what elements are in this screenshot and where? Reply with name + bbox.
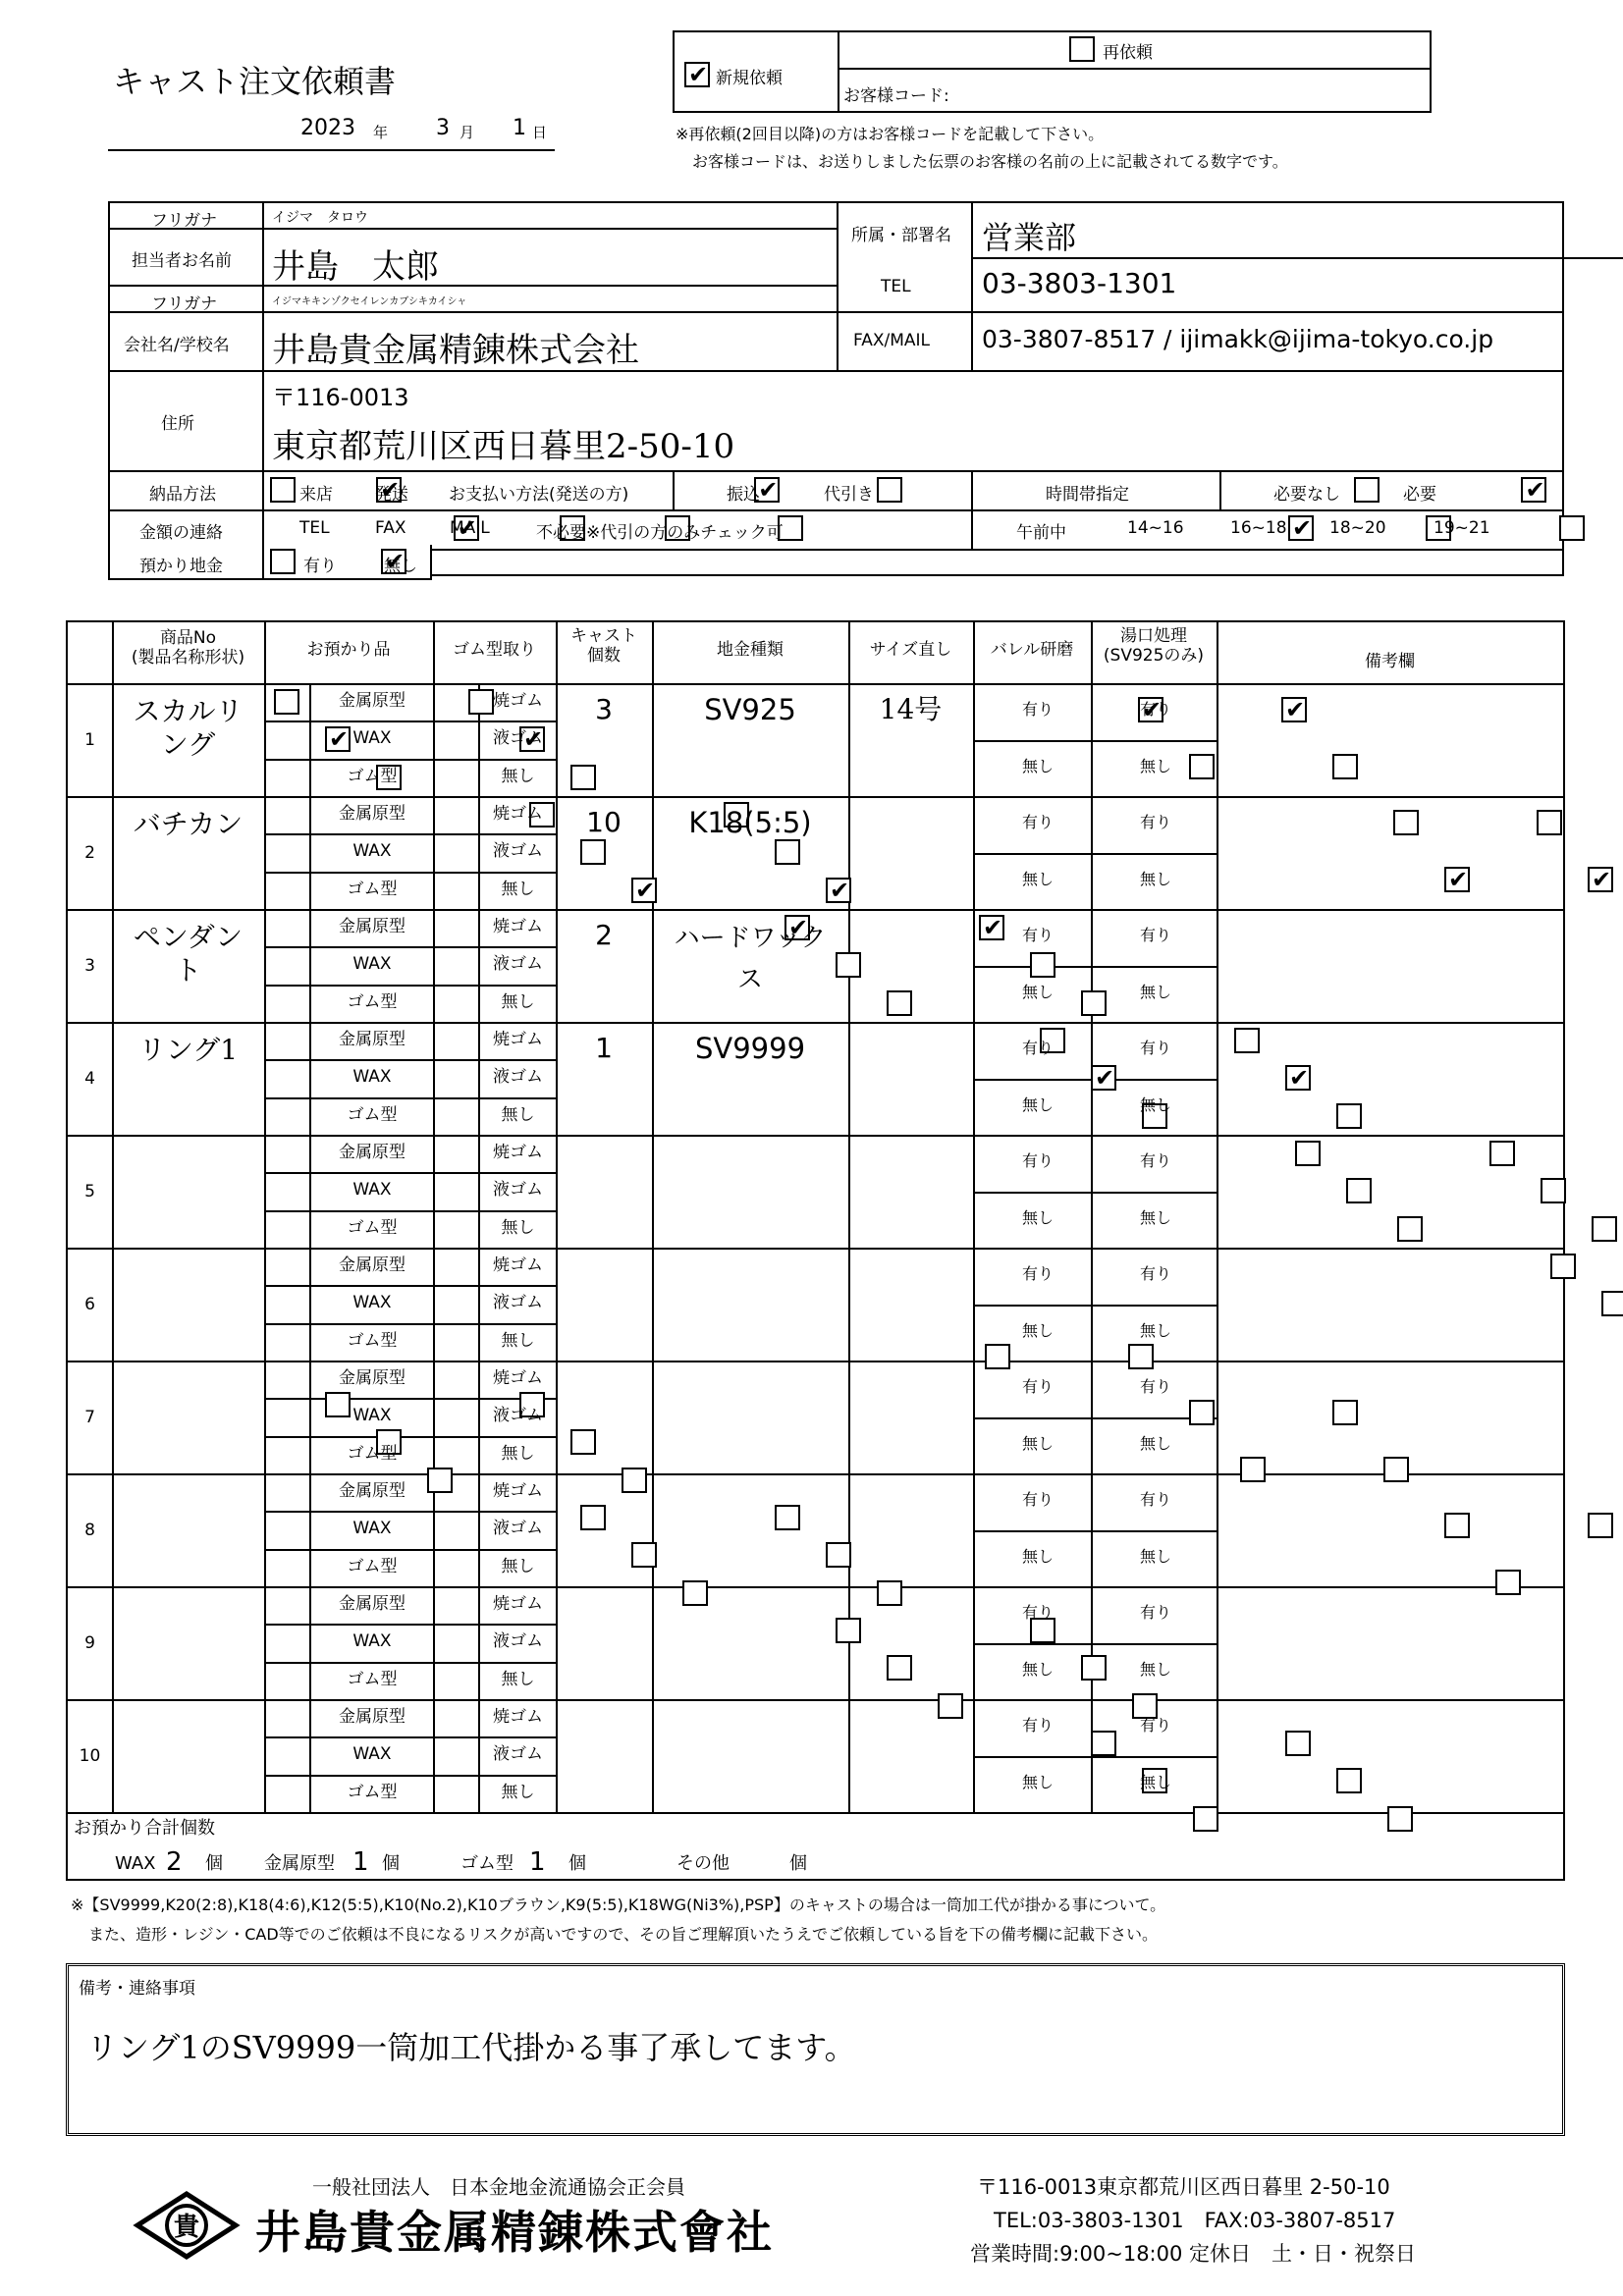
deposit-option-label: 金属原型 bbox=[339, 1594, 406, 1614]
deposit-no-label: 無し bbox=[384, 557, 417, 576]
barrel-option-label: 無し bbox=[1022, 1772, 1055, 1791]
rubber-option-label: 無し bbox=[501, 879, 535, 899]
delivery-label: 納品方法 bbox=[149, 485, 216, 505]
sprue-option-label: 有り bbox=[1140, 1264, 1172, 1283]
sprue-option-label: 無し bbox=[1140, 1207, 1172, 1227]
deposit-option-label: WAX bbox=[352, 954, 392, 975]
header-product: 商品No (製品名称形状) bbox=[131, 628, 245, 668]
sprue-yes-checkbox[interactable] bbox=[1281, 697, 1307, 722]
deposit-0-checkbox[interactable] bbox=[836, 1618, 861, 1643]
barrel-option-label: 無し bbox=[1022, 982, 1055, 1001]
dept-value[interactable]: 営業部 bbox=[982, 219, 1077, 256]
rubber-0-checkbox[interactable] bbox=[1285, 1731, 1311, 1756]
metal-type: ハードワック ス bbox=[674, 924, 827, 994]
remarks-text[interactable]: リング1のSV9999一筒加工代掛かる事了承してます。 bbox=[86, 2029, 856, 2066]
sprue-option-label: 無し bbox=[1140, 1659, 1172, 1679]
barrel-option-label: 有り bbox=[1022, 1264, 1055, 1283]
faxmail-label: FAX/MAIL bbox=[853, 331, 931, 350]
barrel-option-label: 無し bbox=[1022, 869, 1055, 888]
rubber-0-checkbox[interactable] bbox=[775, 1505, 800, 1530]
sprue-yes-checkbox[interactable] bbox=[1537, 810, 1562, 835]
payment-label: お支払い方法(発送の方) bbox=[449, 485, 629, 505]
deposit-yes-label: 有り bbox=[303, 557, 337, 576]
cast-count: 3 bbox=[595, 693, 613, 725]
time-need-label: 必要 bbox=[1403, 485, 1436, 505]
deposit-option-label: ゴム型 bbox=[347, 1669, 398, 1689]
rubber-option-label: 無し bbox=[501, 1782, 535, 1802]
barrel-no-checkbox[interactable] bbox=[1240, 1457, 1266, 1482]
rubber-option-label: 焼ゴム bbox=[493, 804, 543, 824]
barrel-no-checkbox[interactable] bbox=[1444, 867, 1470, 892]
deposit-option-label: WAX bbox=[352, 728, 392, 749]
metal-unit: 個 bbox=[382, 1853, 400, 1874]
sprue-yes-checkbox[interactable] bbox=[1588, 1513, 1613, 1538]
rubber-option-label: 焼ゴム bbox=[493, 1594, 543, 1614]
header-rubber: ゴム型取り bbox=[453, 640, 536, 660]
footer-hours: 営業時間:9:00~18:00 定休日 土・日・祝祭日 bbox=[970, 2242, 1417, 2266]
rubber-option-label: 液ゴム bbox=[493, 1406, 543, 1426]
rubber-option-label: 無し bbox=[501, 766, 535, 786]
barrel-option-label: 有り bbox=[1022, 700, 1055, 719]
deposit-0-checkbox[interactable] bbox=[1550, 1254, 1576, 1279]
sprue-option-label: 無し bbox=[1140, 1095, 1172, 1114]
rubber-option-label: 焼ゴム bbox=[493, 1368, 543, 1388]
barrel-no-checkbox[interactable] bbox=[1189, 754, 1215, 779]
sprue-option-label: 有り bbox=[1140, 813, 1172, 831]
sprue-option-label: 有り bbox=[1140, 926, 1172, 944]
rubber-2-checkbox[interactable] bbox=[570, 765, 596, 790]
slot-14-16-label: 14~16 bbox=[1127, 518, 1184, 538]
rubber-2-checkbox[interactable] bbox=[622, 1468, 647, 1493]
metal-type: SV925 bbox=[704, 693, 796, 726]
deposit-option-label: WAX bbox=[352, 841, 392, 862]
deposit-option-label: WAX bbox=[352, 1067, 392, 1088]
sprue-no-checkbox[interactable] bbox=[1332, 754, 1358, 779]
sprue-option-label: 有り bbox=[1140, 1716, 1172, 1735]
rubber-total: 1 bbox=[529, 1847, 546, 1877]
sprue-option-label: 有り bbox=[1140, 700, 1172, 719]
rubber-option-label: 液ゴム bbox=[493, 841, 543, 862]
rubber-1-checkbox[interactable] bbox=[775, 839, 800, 865]
rubber-1-checkbox[interactable] bbox=[1030, 952, 1055, 978]
rubber-option-label: 焼ゴム bbox=[493, 1707, 543, 1727]
deposit-option-label: WAX bbox=[352, 1631, 392, 1652]
new-request-option[interactable] bbox=[675, 32, 839, 111]
deposit-2-checkbox[interactable] bbox=[938, 1693, 963, 1719]
repeat-request-checkbox[interactable] bbox=[1069, 36, 1095, 62]
company-name: 井島貴金属精錬株式會社 bbox=[255, 2206, 774, 2259]
rubber-option-label: 無し bbox=[501, 991, 535, 1012]
rubber-option-label: 液ゴム bbox=[493, 1631, 543, 1652]
deposit-2-checkbox[interactable] bbox=[631, 878, 657, 903]
barrel-option-label: 無し bbox=[1022, 756, 1055, 775]
rubber-1-checkbox[interactable] bbox=[1541, 1178, 1566, 1203]
barrel-no-checkbox[interactable] bbox=[985, 1344, 1010, 1369]
deposit-option-label: 金属原型 bbox=[339, 1481, 406, 1501]
barrel-option-label: 有り bbox=[1022, 1039, 1055, 1057]
rubber-option-label: 無し bbox=[501, 1443, 535, 1464]
deposit-option-label: 金属原型 bbox=[339, 917, 406, 936]
deposit-option-label: ゴム型 bbox=[347, 991, 398, 1012]
cast-count: 10 bbox=[586, 806, 622, 838]
header-barrel: バレル研磨 bbox=[990, 640, 1074, 660]
row-number: 5 bbox=[84, 1181, 95, 1201]
rubber-option-label: 液ゴム bbox=[493, 1293, 543, 1313]
new-request-label: 新規依頼 bbox=[716, 69, 783, 88]
request-type-box bbox=[673, 30, 1432, 113]
name-furigana[interactable]: イジマ タロウ bbox=[272, 210, 368, 226]
deposit-option-label: ゴム型 bbox=[347, 1330, 398, 1351]
product-name: ペンダン ト bbox=[133, 921, 243, 987]
rubber-2-checkbox[interactable] bbox=[1132, 1693, 1158, 1719]
deposit-option-label: ゴム型 bbox=[347, 1556, 398, 1576]
order-date bbox=[108, 110, 555, 151]
date-day-unit: 日 bbox=[532, 124, 548, 141]
contact-unneeded-label: 不必要※代引の方のみチェック可 bbox=[536, 523, 784, 543]
footer-telfax: TEL:03-3803-1301 FAX:03-3807-8517 bbox=[994, 2209, 1396, 2232]
barrel-option-label: 無し bbox=[1022, 1207, 1055, 1227]
tel-label: TEL bbox=[881, 277, 911, 296]
deposit-0-checkbox[interactable] bbox=[1091, 1731, 1116, 1756]
product-name: スカルリ ング bbox=[133, 695, 243, 761]
page-title: キャスト注文依頼書 bbox=[113, 63, 397, 100]
deposit-option-label: 金属原型 bbox=[339, 1368, 406, 1388]
rubber-0-checkbox[interactable] bbox=[1489, 1141, 1515, 1166]
deposit-0-checkbox[interactable] bbox=[580, 1505, 606, 1530]
row-number: 3 bbox=[84, 955, 95, 976]
deposit-option-label: WAX bbox=[352, 1519, 392, 1539]
sprue-no-checkbox[interactable] bbox=[1128, 1344, 1154, 1369]
barrel-option-label: 有り bbox=[1022, 1151, 1055, 1170]
address-value[interactable]: 東京都荒川区西日暮里2-50-10 bbox=[272, 427, 735, 466]
rubber-option-label: 焼ゴム bbox=[493, 1481, 543, 1501]
remarks-label: 備考・連絡事項 bbox=[79, 1979, 195, 1999]
new-request-checkbox[interactable] bbox=[684, 62, 710, 87]
barrel-option-label: 無し bbox=[1022, 1320, 1055, 1340]
customer-code-label: お客様コード: bbox=[843, 86, 949, 106]
deposit-2-checkbox[interactable] bbox=[887, 990, 912, 1016]
sprue-option-label: 有り bbox=[1140, 1151, 1172, 1170]
rubber-2-checkbox[interactable] bbox=[1387, 1806, 1413, 1832]
deposit-2-checkbox[interactable] bbox=[1397, 1216, 1423, 1242]
rubber-option-label: 焼ゴム bbox=[493, 1143, 543, 1162]
repeat-request-option[interactable] bbox=[839, 32, 1430, 70]
rubber-option-label: 液ゴム bbox=[493, 728, 543, 749]
slot-morning-checkbox[interactable] bbox=[1288, 515, 1314, 541]
deposit-yes-checkbox[interactable] bbox=[270, 549, 296, 574]
cast-count: 1 bbox=[595, 1032, 613, 1064]
sprue-option-label: 無し bbox=[1140, 982, 1172, 1001]
row-number: 7 bbox=[84, 1407, 95, 1427]
barrel-yes-checkbox[interactable] bbox=[1444, 1513, 1470, 1538]
deposit-option-label: ゴム型 bbox=[347, 1104, 398, 1125]
sprue-option-label: 有り bbox=[1140, 1603, 1172, 1622]
product-name: バチカン bbox=[133, 808, 243, 840]
rubber-option-label: 無し bbox=[501, 1217, 535, 1238]
contact-fax-label: FAX bbox=[375, 518, 406, 538]
product-name: リング1 bbox=[137, 1034, 239, 1066]
slot-19-21-label: 19~21 bbox=[1434, 518, 1490, 538]
other-label: その他 bbox=[676, 1853, 730, 1874]
deposit-option-label: ゴム型 bbox=[347, 1443, 398, 1464]
slot-16-18-checkbox[interactable] bbox=[1559, 515, 1585, 541]
deposit-option-label: 金属原型 bbox=[339, 804, 406, 824]
company-furigana-label: フリガナ bbox=[151, 294, 218, 314]
header-notes: 備考欄 bbox=[1365, 652, 1415, 671]
deposit-option-label: 金属原型 bbox=[339, 1030, 406, 1049]
tel-value[interactable]: 03-3803-1301 bbox=[982, 267, 1177, 299]
delivery-visit-checkbox[interactable] bbox=[270, 477, 296, 503]
date-year[interactable]: 2023 bbox=[300, 116, 355, 140]
rubber-option-label: 液ゴム bbox=[493, 1067, 543, 1088]
dept-label: 所属・部署名 bbox=[851, 226, 951, 245]
row-number: 4 bbox=[84, 1068, 95, 1089]
deposit-option-label: ゴム型 bbox=[347, 1782, 398, 1802]
contact-mail-label: MAIL bbox=[450, 518, 490, 538]
deposit-option-label: 金属原型 bbox=[339, 1255, 406, 1275]
resin-note: また、造形・レジン・CAD等でのご依頼は不良になるリスクが高いですので、その旨ご理解頂いたうえでご依頼している旨を下の備考欄に記載下さい。 bbox=[88, 1925, 1158, 1944]
sprue-no-checkbox[interactable] bbox=[1588, 867, 1613, 892]
wax-total: 2 bbox=[166, 1847, 183, 1877]
zip-value[interactable]: 〒116-0013 bbox=[272, 384, 409, 411]
rubber-option-label: 焼ゴム bbox=[493, 691, 543, 711]
cast-count: 2 bbox=[595, 919, 613, 951]
payment-cod-checkbox[interactable] bbox=[877, 477, 902, 503]
name-furigana-label: フリガナ bbox=[151, 211, 218, 231]
contact-label: 金額の連絡 bbox=[139, 523, 223, 543]
rubber-option-label: 液ゴム bbox=[493, 954, 543, 975]
row-number: 2 bbox=[84, 842, 95, 863]
row-number: 1 bbox=[84, 729, 95, 750]
deposit-option-label: ゴム型 bbox=[347, 766, 398, 786]
footer-address: 〒116-0013東京都荒川区西日暮里 2-50-10 bbox=[977, 2175, 1390, 2199]
barrel-option-label: 無し bbox=[1022, 1546, 1055, 1566]
barrel-option-label: 有り bbox=[1022, 1716, 1055, 1735]
barrel-option-label: 無し bbox=[1022, 1095, 1055, 1114]
sprue-option-label: 無し bbox=[1140, 1772, 1172, 1791]
deposit-option-label: ゴム型 bbox=[347, 1217, 398, 1238]
size-adjust: 14号 bbox=[879, 693, 943, 725]
rubber-2-checkbox[interactable] bbox=[1592, 1216, 1617, 1242]
header-sprue: 湯口処理 (SV925のみ) bbox=[1103, 626, 1205, 667]
barrel-yes-checkbox[interactable] bbox=[1189, 1400, 1215, 1425]
deposit-metal-row bbox=[108, 545, 432, 580]
sprue-option-label: 有り bbox=[1140, 1039, 1172, 1057]
deposit-1-checkbox[interactable] bbox=[887, 1655, 912, 1681]
metal-total: 1 bbox=[352, 1847, 369, 1877]
faxmail-value[interactable]: 03-3807-8517 / ijimakk@ijima-tokyo.co.jp bbox=[982, 325, 1494, 353]
address-label: 住所 bbox=[161, 414, 194, 434]
rubber-1-checkbox[interactable] bbox=[826, 1542, 851, 1568]
rubber-option-label: 無し bbox=[501, 1556, 535, 1576]
barrel-yes-checkbox[interactable] bbox=[1393, 810, 1419, 835]
rubber-option-label: 液ゴム bbox=[493, 1180, 543, 1201]
date-year-unit: 年 bbox=[373, 124, 389, 141]
time-label: 時間帯指定 bbox=[1046, 485, 1129, 505]
company-value[interactable]: 井島貴金属精錬株式会社 bbox=[272, 331, 639, 370]
repeat-request-label: 再依頼 bbox=[1103, 43, 1153, 63]
sprue-option-label: 無し bbox=[1140, 1546, 1172, 1566]
company-furigana[interactable]: イジマキキンゾクセイレンカブシキカイシャ bbox=[272, 296, 467, 307]
sprue-option-label: 無し bbox=[1140, 756, 1172, 775]
deposit-option-label: WAX bbox=[352, 1293, 392, 1313]
wax-unit: 個 bbox=[205, 1853, 223, 1874]
company-label: 会社名/学校名 bbox=[124, 336, 230, 355]
rubber-2-checkbox[interactable] bbox=[877, 1580, 902, 1606]
customer-info bbox=[108, 201, 1564, 576]
sprue-no-checkbox[interactable] bbox=[1383, 1457, 1409, 1482]
other-unit: 個 bbox=[789, 1853, 807, 1874]
rubber-1-checkbox[interactable] bbox=[570, 1429, 596, 1455]
contact-tel-label: TEL bbox=[299, 518, 330, 538]
slot-morning-label: 午前中 bbox=[1016, 523, 1066, 543]
sprue-yes-checkbox[interactable] bbox=[1332, 1400, 1358, 1425]
deposit-1-checkbox[interactable] bbox=[580, 839, 606, 865]
totals-label: お預かり合計個数 bbox=[74, 1818, 215, 1839]
rubber-option-label: 無し bbox=[501, 1669, 535, 1689]
deposit-label: 預かり地金 bbox=[139, 557, 223, 576]
header-size: サイズ直し bbox=[869, 640, 952, 660]
barrel-option-label: 有り bbox=[1022, 926, 1055, 944]
deposit-option-label: 金属原型 bbox=[339, 1707, 406, 1727]
rubber-1-checkbox[interactable] bbox=[1336, 1768, 1362, 1793]
deposit-1-checkbox[interactable] bbox=[1601, 1291, 1623, 1316]
time-none-label: 必要なし bbox=[1273, 485, 1340, 505]
rubber-0-checkbox[interactable] bbox=[1234, 1028, 1260, 1053]
deposit-0-checkbox[interactable] bbox=[274, 689, 299, 715]
payment-cod-label: 代引き bbox=[824, 485, 874, 505]
deposit-1-checkbox[interactable] bbox=[1091, 1065, 1116, 1091]
rubber-option-label: 液ゴム bbox=[493, 1519, 543, 1539]
wax-label: WAX bbox=[115, 1853, 156, 1874]
sprue-option-label: 無し bbox=[1140, 1320, 1172, 1340]
slot-18-20-label: 18~20 bbox=[1329, 518, 1386, 538]
barrel-option-label: 無し bbox=[1022, 1659, 1055, 1679]
date-month[interactable]: 3 bbox=[436, 116, 450, 140]
repeat-note: ※再依頼(2回目以降)の方はお客様コードを記載して下さい。 bbox=[676, 125, 1105, 143]
header-metal: 地金種類 bbox=[717, 640, 784, 660]
sprue-option-label: 有り bbox=[1140, 1377, 1172, 1396]
metal-type: K18(5:5) bbox=[688, 806, 812, 839]
row-number: 6 bbox=[84, 1294, 95, 1314]
deposit-option-label: WAX bbox=[352, 1180, 392, 1201]
rubber-2-checkbox[interactable] bbox=[1336, 1103, 1362, 1129]
delivery-ship-label: 発送 bbox=[375, 485, 408, 505]
date-month-unit: 月 bbox=[460, 124, 475, 141]
sprue-option-label: 無し bbox=[1140, 869, 1172, 888]
payment-transfer-label: 振込 bbox=[727, 485, 760, 505]
delivery-visit-label: 来店 bbox=[299, 485, 333, 505]
header-count: キャスト 個数 bbox=[570, 626, 637, 667]
deposit-1-checkbox[interactable] bbox=[1346, 1178, 1372, 1203]
rubber-2-checkbox[interactable] bbox=[1081, 990, 1107, 1016]
rubber-option-label: 焼ゴム bbox=[493, 1030, 543, 1049]
deposit-option-label: ゴム型 bbox=[347, 879, 398, 899]
sprue-option-label: 有り bbox=[1140, 1490, 1172, 1509]
deposit-1-checkbox[interactable] bbox=[631, 1542, 657, 1568]
sprue-option-label: 無し bbox=[1140, 1433, 1172, 1453]
rubber-2-checkbox[interactable] bbox=[826, 878, 851, 903]
row-number: 10 bbox=[79, 1745, 101, 1766]
name-value[interactable]: 井島 太郎 bbox=[272, 247, 439, 287]
logo-mark: 貴 bbox=[173, 2213, 200, 2242]
rubber-option-label: 無し bbox=[501, 1104, 535, 1125]
barrel-no-checkbox[interactable] bbox=[1495, 1570, 1521, 1595]
rubber-1-checkbox[interactable] bbox=[1081, 1655, 1107, 1681]
rubber-label: ゴム型 bbox=[460, 1853, 514, 1874]
deposit-option-label: WAX bbox=[352, 1406, 392, 1426]
time-need-checkbox[interactable] bbox=[1521, 477, 1546, 503]
metal-label: 金属原型 bbox=[264, 1853, 335, 1874]
rubber-option-label: 焼ゴム bbox=[493, 917, 543, 936]
rubber-option-label: 液ゴム bbox=[493, 1744, 543, 1765]
barrel-option-label: 有り bbox=[1022, 813, 1055, 831]
deposit-option-label: WAX bbox=[352, 1744, 392, 1765]
order-table bbox=[66, 620, 1565, 1881]
rubber-option-label: 無し bbox=[501, 1330, 535, 1351]
time-none-checkbox[interactable] bbox=[1354, 477, 1380, 503]
deposit-2-checkbox[interactable] bbox=[1193, 1806, 1218, 1832]
barrel-option-label: 有り bbox=[1022, 1603, 1055, 1622]
deposit-2-checkbox[interactable] bbox=[682, 1580, 708, 1606]
deposit-option-label: 金属原型 bbox=[339, 1143, 406, 1162]
barrel-option-label: 有り bbox=[1022, 1377, 1055, 1396]
deposit-option-label: 金属原型 bbox=[339, 691, 406, 711]
rubber-0-checkbox[interactable] bbox=[979, 915, 1004, 940]
company-logo bbox=[133, 2191, 241, 2260]
customer-code-note: お客様コードは、お送りしました伝票のお客様の名前の上に記載されてる数字です。 bbox=[692, 152, 1288, 171]
rubber-1-checkbox[interactable] bbox=[1285, 1065, 1311, 1091]
metal-type: SV9999 bbox=[694, 1032, 806, 1065]
rubber-unit: 個 bbox=[568, 1853, 586, 1874]
name-label: 担当者お名前 bbox=[132, 251, 232, 271]
remarks-box[interactable] bbox=[66, 1963, 1565, 2136]
rubber-option-label: 焼ゴム bbox=[493, 1255, 543, 1275]
header-deposit: お預かり品 bbox=[306, 640, 391, 660]
deposit-0-checkbox[interactable] bbox=[1295, 1141, 1321, 1166]
association-text: 一般社団法人 日本金地金流通協会正会員 bbox=[312, 2175, 685, 2199]
barrel-option-label: 無し bbox=[1022, 1433, 1055, 1453]
slot-16-18-label: 16~18 bbox=[1230, 518, 1287, 538]
row-number: 9 bbox=[84, 1632, 95, 1653]
barrel-option-label: 有り bbox=[1022, 1490, 1055, 1509]
date-day[interactable]: 1 bbox=[513, 116, 526, 140]
alloy-note: ※【SV9999,K20(2:8),K18(4:6),K12(5:5),K10(No.2),K10ブラウン,K9(5:5),K18WG(Ni3%),PSP】のキャストの場合は一筒加工代が掛かる事について。 bbox=[71, 1896, 1166, 1914]
row-number: 8 bbox=[84, 1520, 95, 1540]
